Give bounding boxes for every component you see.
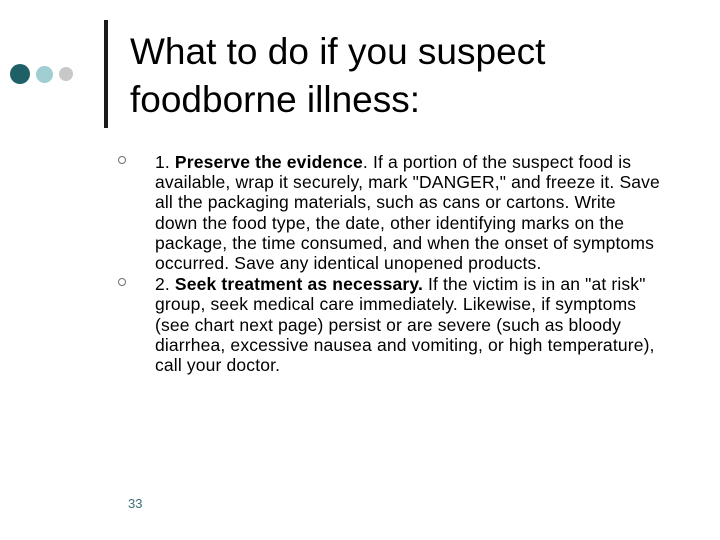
bullet-heading: Seek treatment as necessary. [174,274,423,295]
title-divider [104,20,108,128]
dot-large-icon [10,64,30,84]
bullet-body: . If a portion of the suspect food is available, wrap it securely, mark "DANGER," and freeze it. Save all the packaging materials, such as cans or cartons. Write down the food type, the date, other identifying marks on the package, the time consumed, and when the onset of symptoms occurred. Save any identical unopened products. [155,152,660,274]
hollow-circle-bullet-icon [118,278,126,286]
hollow-circle-bullet-icon [118,156,126,164]
bullet-item [118,274,663,375]
three-dots-decoration-icon [10,64,73,84]
bullet-body: If the victim is in an "at risk" group, seek medical care immediately. Likewise, if symptoms (see chart next page) persist or are severe (such as bloody diarrhea, excessive nausea and vomiting, or high temperature), call your doctor. [155,274,655,376]
page-number: 33 [128,496,143,511]
bullet-list [118,152,663,376]
bullet-heading: Preserve the evidence [174,152,363,172]
dot-small-icon [59,67,73,81]
bullet-number: 1. [155,152,175,172]
slide-title: What to do if you suspect foodborne illness: [130,31,546,120]
bullet-item [118,152,663,273]
dot-medium-icon [36,66,53,83]
bullet-number: 2. [155,274,175,295]
